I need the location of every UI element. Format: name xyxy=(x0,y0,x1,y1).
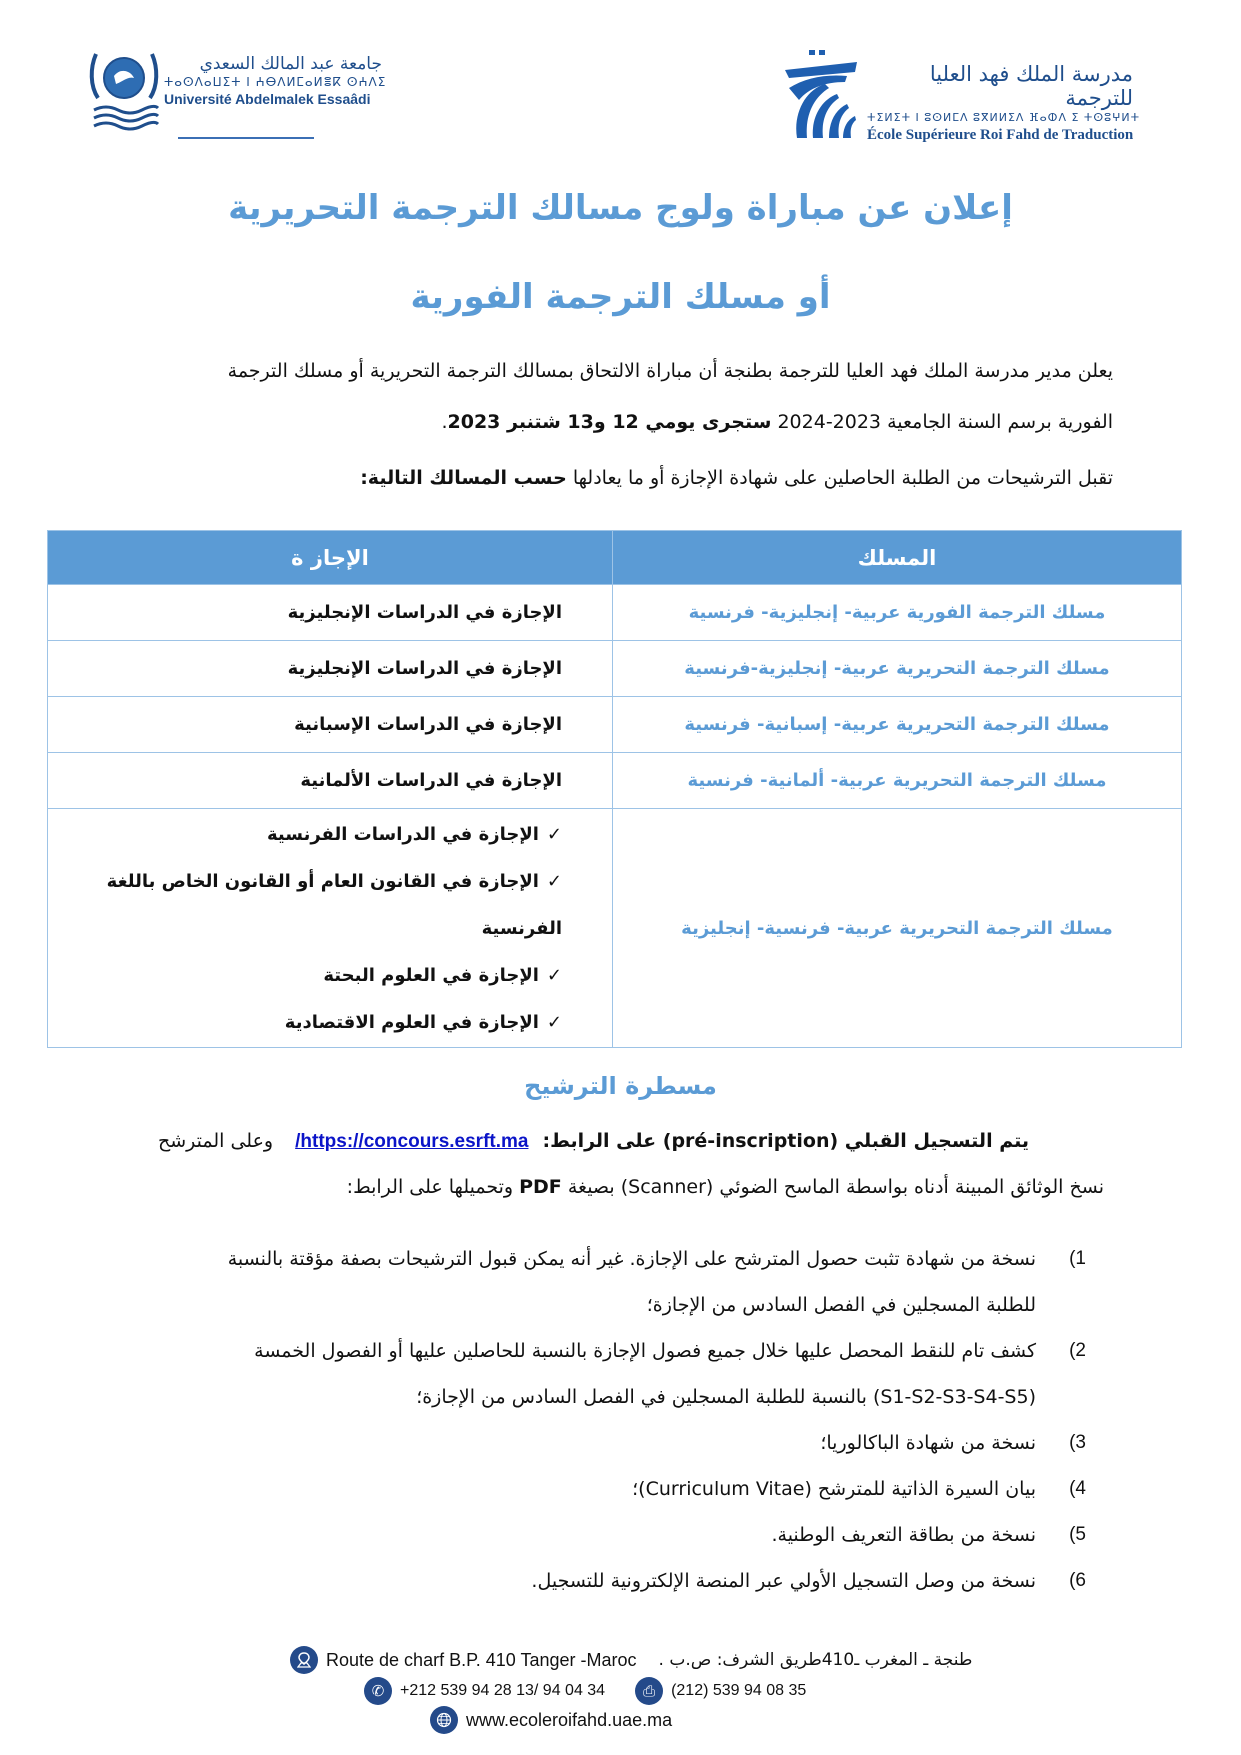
globe-icon xyxy=(430,1706,458,1734)
university-name-fr: Université Abdelmalek Essaâdi xyxy=(164,91,371,107)
page-title-line-2: أو مسلك الترجمة الفورية xyxy=(410,277,831,317)
university-emblem-icon xyxy=(88,48,160,138)
intro-line-3-text: تقبل الترشيحات من الطلبة الحاصلين على شهادة الإجازة أو ما يعادلها xyxy=(572,467,1113,489)
header-track: المسلك xyxy=(613,531,1182,585)
header-licence: الإجاز ة xyxy=(48,531,613,585)
track-cell: مسلك الترجمة التحريرية عربية- فرنسية- إنجليزية xyxy=(613,809,1182,1048)
fax-icon: ⎙ xyxy=(635,1677,663,1705)
table-header-row xyxy=(48,531,1182,585)
footer-website xyxy=(430,1706,672,1734)
table-row xyxy=(48,585,1182,641)
university-logo xyxy=(88,48,388,143)
document-number: (5 xyxy=(1069,1524,1086,1545)
licence-item xyxy=(49,952,562,999)
licence-list-cell xyxy=(48,809,613,1048)
tracks-table xyxy=(47,530,1182,1048)
document-item xyxy=(136,1328,1086,1420)
page-title-line-1: إعلان عن مباراة ولوج مسالك الترجمة التحريرية xyxy=(228,188,1013,228)
checkmark-icon: ✓ xyxy=(546,1012,562,1033)
document-item xyxy=(136,1558,1086,1604)
school-name-fr: École Supérieure Roi Fahd de Traduction xyxy=(867,127,1134,143)
documents-list xyxy=(136,1236,1086,1604)
licence-list xyxy=(49,811,562,1046)
table-row xyxy=(48,697,1182,753)
licence-cell: الإجازة في الدراسات الإسبانية xyxy=(48,697,613,753)
footer-address xyxy=(290,1646,972,1674)
map-pin-icon xyxy=(290,1646,318,1674)
document-text: نسخة من شهادة الباكالوريا؛ xyxy=(820,1432,1036,1454)
phone-icon: ✆ xyxy=(364,1677,392,1705)
address-ar: طنجة ـ المغرب ـ410طريق الشرف: ص.ب . xyxy=(658,1650,973,1670)
registration-lead: يتم التسجيل القبلي (pré-inscription) على الرابط: xyxy=(542,1130,1029,1152)
licence-item xyxy=(49,999,562,1046)
document-number: (4 xyxy=(1069,1478,1086,1499)
table-row xyxy=(48,641,1182,697)
licence-item-text: الإجازة في العلوم الاقتصادية xyxy=(284,1012,539,1033)
pdf-instruction-text: نسخ الوثائق المبينة أدناه بواسطة الماسح الضوئي (Scanner) بصيغة xyxy=(567,1176,1104,1198)
intro-line-2-text: الفورية برسم السنة الجامعية 2023-2024 xyxy=(777,411,1113,433)
document-number: (6 xyxy=(1069,1570,1086,1591)
track-cell: مسلك الترجمة التحريرية عربية- إنجليزية-فرنسية xyxy=(613,641,1182,697)
registration-line xyxy=(158,1130,1029,1153)
table-row xyxy=(48,809,1182,1048)
document-text: للطلبة المسجلين في الفصل السادس من الإجازة؛ xyxy=(646,1294,1036,1316)
document-text: (S1-S2-S3-S4-S5) بالنسبة للطلبة المسجلين في الفصل السادس من الإجازة؛ xyxy=(416,1386,1036,1408)
document-number: (3 xyxy=(1069,1432,1086,1453)
document-number: (1 xyxy=(1069,1248,1086,1269)
university-name-ar: جامعة عبد المالك السعدي xyxy=(199,54,382,74)
school-name-ar: مدرسة الملك فهد العليا للترجمة xyxy=(929,62,1133,110)
pdf-format: PDF xyxy=(519,1176,562,1198)
table-row xyxy=(48,753,1182,809)
document-item xyxy=(136,1466,1086,1512)
licence-item-text: الإجازة في القانون العام أو القانون الخاص باللغة الفرنسية xyxy=(106,871,562,939)
track-cell: مسلك الترجمة التحريرية عربية- ألمانية- فرنسية xyxy=(613,753,1182,809)
document-item xyxy=(136,1512,1086,1558)
intro-line-2-end: . xyxy=(441,411,448,433)
licence-item-text: الإجازة في العلوم البحتة xyxy=(323,965,539,986)
registration-link[interactable]: https://concours.esrft.ma/ xyxy=(295,1131,529,1152)
procedure-title: مسطرة الترشيح xyxy=(524,1072,717,1100)
licence-item-text: الإجازة في الدراسات الفرنسية xyxy=(266,824,539,845)
website-url[interactable]: www.ecoleroifahd.uae.ma xyxy=(466,1709,673,1730)
intro-line-3-bold: حسب المسالك التالية: xyxy=(360,467,567,489)
document-text: نسخة من بطاقة التعريف الوطنية. xyxy=(771,1524,1036,1546)
logo-divider xyxy=(178,137,314,139)
intro-line-2 xyxy=(153,409,1113,435)
phone-number: +212 539 94 28 13/ 94 04 34 xyxy=(400,1682,606,1699)
document-text: نسخة من وصل التسجيل الأولي عبر المنصة الإلكترونية للتسجيل. xyxy=(531,1570,1036,1592)
licence-item xyxy=(49,811,562,858)
licence-item xyxy=(49,858,562,952)
pdf-instruction xyxy=(347,1176,1104,1198)
checkmark-icon: ✓ xyxy=(546,824,562,845)
school-logo xyxy=(775,48,1165,143)
document-item xyxy=(136,1236,1086,1328)
intro-line-1: يعلن مدير مدرسة الملك فهد العليا للترجمة بطنجة أن مباراة الالتحاق بمسالك الترجمة التحريرية أو مسلك الترجمة xyxy=(227,360,1113,382)
pdf-instruction-end: وتحميلها على الرابط: xyxy=(346,1176,514,1198)
checkmark-icon: ✓ xyxy=(546,871,562,892)
licence-cell: الإجازة في الدراسات الإنجليزية xyxy=(48,585,613,641)
document-number: (2 xyxy=(1069,1340,1086,1361)
school-name-tifinagh: ⵜⵉⵍⵉⵜ ⵏ ⵓⵙⵍⵎⴷ ⵓⴳⵍⵍⵉⴷ ⴼⴰⵀⴷ ⵉ ⵜⵙⵓⵖⵍⵜ xyxy=(867,111,1141,124)
exam-dates: ستجرى يومي 12 و13 شتنبر 2023 xyxy=(447,411,772,433)
document-text: كشف تام للنقط المحصل عليها خلال جميع فصول الإجازة بالنسبة للحاصلين عليها أو الفصول الخمسة xyxy=(254,1340,1036,1362)
licence-cell: الإجازة في الدراسات الإنجليزية xyxy=(48,641,613,697)
licence-cell: الإجازة في الدراسات الألمانية xyxy=(48,753,613,809)
track-cell: مسلك الترجمة الفورية عربية- إنجليزية- فرنسية xyxy=(613,585,1182,641)
school-emblem-icon xyxy=(775,48,860,140)
footer-phones xyxy=(364,1677,806,1705)
track-cell: مسلك الترجمة التحريرية عربية- إسبانية- فرنسية xyxy=(613,697,1182,753)
document-item xyxy=(136,1420,1086,1466)
checkmark-icon: ✓ xyxy=(546,965,562,986)
address-fr: Route de charf B.P. 410 Tanger -Maroc xyxy=(326,1649,637,1670)
registration-tail: وعلى المترشح xyxy=(157,1130,274,1152)
fax-number: (212) 539 94 08 35 xyxy=(671,1682,807,1699)
document-text: نسخة من شهادة تثبت حصول المترشح على الإجازة. غير أنه يمكن قبول الترشيحات بصفة مؤقتة بالنسبة xyxy=(227,1248,1036,1270)
university-name-tifinagh: ⵜⴰⵙⴷⴰⵡⵉⵜ ⵏ ⵄⴱⴷⵍⵎⴰⵍⴻⴽ ⵙⵄⴷⵉ xyxy=(164,75,387,89)
intro-line-3 xyxy=(153,465,1113,491)
document-text: بيان السيرة الذاتية للمترشح (Curriculum Vitae)؛ xyxy=(632,1478,1036,1500)
